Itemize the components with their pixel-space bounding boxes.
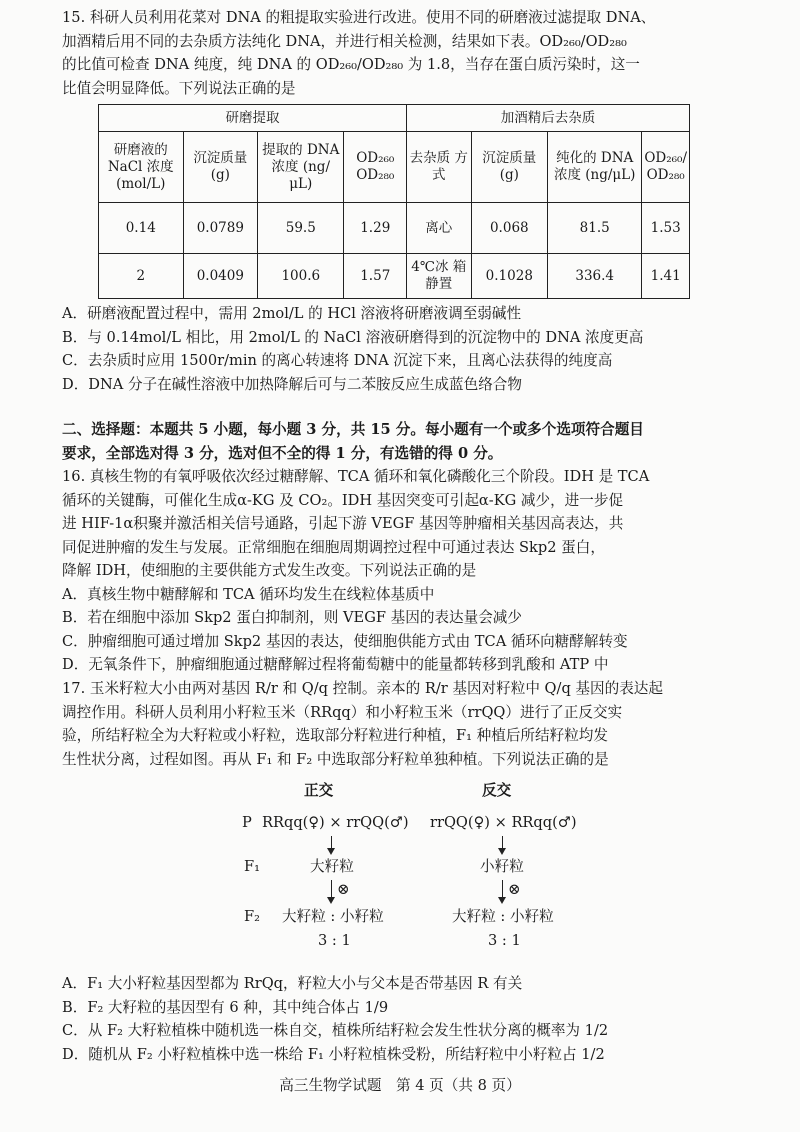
table-cell: 1.57 — [344, 254, 407, 299]
stem-line: 同促进肿瘤的发生与发展。正常细胞在细胞周期调控过程中可通过表达 Skp2 蛋白， — [62, 538, 605, 556]
stem-line: 降解 IDH，使细胞的主要供能方式发生改变。下列说法正确的是 — [62, 562, 477, 579]
f1-label: F₁ — [244, 858, 260, 875]
table-cell: 2 — [99, 254, 184, 299]
option-d[interactable]: D．随机从 F₂ 小籽粒植株中选一株给 F₁ 小籽粒植株受粉，所结籽粒中小籽粒占 1/2 — [62, 1045, 605, 1063]
table-cell: 0.14 — [99, 203, 184, 254]
table-cell: 0.1028 — [471, 254, 548, 299]
forward-f2-phenotypes: 大籽粒 : 小籽粒 — [282, 908, 384, 925]
table-cell: 100.6 — [258, 254, 344, 299]
table-group-header: 研磨提取 — [99, 105, 407, 132]
option-a[interactable]: A．F₁ 大小籽粒基因型都为 RrQq，籽粒大小与父本是否带基因 R 有关 — [62, 975, 523, 992]
table-cell: 336.4 — [548, 254, 642, 299]
table-cell: 0.0409 — [183, 254, 258, 299]
reverse-f2-phenotypes: 大籽粒 : 小籽粒 — [452, 908, 554, 925]
self-cross-icon: ⊗ — [337, 880, 350, 898]
reverse-f2-ratio: 3 : 1 — [488, 932, 521, 949]
stem-line: 加酒精后用不同的去杂质方法纯化 DNA，并进行相关检测，结果如下表。OD₂₆₀/OD₂₈₀ — [62, 32, 627, 50]
table-header-cell: OD₂₆₀/ OD₂₈₀ — [642, 132, 690, 203]
reverse-cross-title: 反交 — [482, 782, 512, 799]
section-line: 要求，全部选对得 3 分，选对但不全的得 1 分，有选错的得 0 分。 — [62, 444, 503, 462]
table-cell: 59.5 — [258, 203, 344, 254]
question-15-stem — [62, 6, 752, 100]
table-cell: 1.29 — [344, 203, 407, 254]
table-cell: 81.5 — [548, 203, 642, 254]
reverse-f1-phenotype: 小籽粒 — [480, 858, 524, 875]
forward-cross-title: 正交 — [304, 782, 334, 799]
arrow-down-icon — [331, 836, 332, 853]
forward-f1-phenotype: 大籽粒 — [310, 858, 354, 875]
table-cell: 离心 — [407, 203, 471, 254]
option-a[interactable]: A．研磨液配置过程中，需用 2mol/L 的 HCl 溶液将研磨液调至弱碱性 — [62, 305, 522, 322]
question-17-stem — [62, 677, 752, 771]
option-d[interactable]: D．无氧条件下，肿瘤细胞通过糖酵解过程将葡萄糖中的能量都转移到乳酸和 ATP 中 — [62, 656, 609, 673]
table-header-cell: 去杂质 方式 — [407, 132, 471, 203]
option-c[interactable]: C．去杂质时应用 1500r/min 的离心转速将 DNA 沉淀下来，且离心法获得的纯度高 — [62, 352, 613, 369]
stem-line: 验，所结籽粒全为大籽粒或小籽粒，选取部分籽粒进行种植，F₁ 种植后所结籽粒均发 — [62, 727, 608, 744]
arrow-down-icon — [502, 880, 503, 902]
table-row — [99, 254, 690, 299]
p-generation-label: P — [242, 814, 252, 831]
stem-line: 的比值可检查 DNA 纯度，纯 DNA 的 OD₂₆₀/OD₂₈₀ 为 1.8，当存在蛋白质污染时，这一 — [62, 56, 640, 73]
page-footer: 高三生物学试题 第 4 页（共 8 页） — [279, 1077, 521, 1094]
stem-line: 17. 玉米籽粒大小由两对基因 R/r 和 Q/q 控制。亲本的 R/r 基因对籽粒中 Q/q 基因的表达起 — [62, 680, 663, 697]
option-a[interactable]: A．真核生物中糖酵解和 TCA 循环均发生在线粒体基质中 — [62, 585, 435, 603]
arrow-down-icon — [502, 836, 503, 853]
forward-parent-cross: RRqq(♀) × rrQQ(♂) — [262, 814, 409, 831]
stem-line: 调控作用。科研人员利用小籽粒玉米（RRqq）和小籽粒玉米（rrQQ）进行了正反交实 — [62, 703, 623, 721]
section-2-instructions — [62, 418, 752, 465]
option-b[interactable]: B．若在细胞中添加 Skp2 蛋白抑制剂，则 VEGF 基因的表达量会减少 — [62, 609, 522, 626]
table-row — [99, 203, 690, 254]
self-cross-icon: ⊗ — [508, 880, 521, 898]
question-15-options — [62, 302, 752, 396]
table-header-cell: 纯化的 DNA 浓度 (ng/μL) — [548, 132, 642, 203]
option-c[interactable]: C．从 F₂ 大籽粒植株中随机选一株自交，植株所结籽粒会发生性状分离的概率为 1/2 — [62, 1022, 609, 1039]
question-16 — [62, 465, 752, 677]
stem-line: 生性状分离，过程如图。再从 F₁ 和 F₂ 中选取部分籽粒单独种植。下列说法正确的是 — [62, 750, 609, 768]
option-d[interactable]: D．DNA 分子在碱性溶液中加热降解后可与二苯胺反应生成蓝色络合物 — [62, 375, 522, 393]
arrow-down-icon — [331, 880, 332, 902]
table-cell: 0.068 — [471, 203, 548, 254]
table-cell: 4℃冰 箱静置 — [407, 254, 471, 299]
table-header-cell: 沉淀质量 (g) — [471, 132, 548, 203]
table-header-cell: OD₂₆₀ OD₂₈₀ — [344, 132, 407, 203]
table-header-cell: 研磨液的 NaCl 浓度 (mol/L) — [99, 132, 184, 203]
stem-line: 进 HIF-1α积聚并激活相关信号通路，引起下游 VEGF 基因等肿瘤相关基因高表达，共 — [62, 515, 624, 532]
table-group-header: 加酒精后去杂质 — [407, 105, 690, 132]
stem-line: 15. 科研人员利用花菜对 DNA 的粗提取实验进行改进。使用不同的研磨液过滤提取 DNA、 — [62, 9, 656, 26]
reverse-parent-cross: rrQQ(♀) × RRqq(♂) — [430, 814, 577, 831]
table-header-cell: 提取的 DNA 浓度 (ng/μL) — [258, 132, 344, 203]
table-cell: 1.53 — [642, 203, 690, 254]
option-b[interactable]: B．F₂ 大籽粒的基因型有 6 种，其中纯合体占 1/9 — [62, 998, 389, 1016]
stem-line: 16. 真核生物的有氧呼吸依次经过糖酵解、TCA 循环和氧化磷酸化三个阶段。IDH 是 TCA — [62, 468, 650, 485]
option-b[interactable]: B．与 0.14mol/L 相比，用 2mol/L 的 NaCl 溶液研磨得到的沉淀物中的 DNA 浓度更高 — [62, 328, 644, 346]
stem-line: 循环的关键酶，可催化生成α-KG 及 CO₂。IDH 基因突变可引起α-KG 减少，进一步促 — [62, 491, 624, 509]
table-cell: 0.0789 — [183, 203, 258, 254]
forward-f2-ratio: 3 : 1 — [318, 932, 351, 949]
question-17-options — [62, 972, 752, 1066]
stem-line: 比值会明显降低。下列说法正确的是 — [62, 79, 296, 97]
dna-extraction-table — [98, 104, 690, 299]
section-line: 二、选择题：本题共 5 小题，每小题 3 分，共 15 分。每小题有一个或多个选项符合题目 — [62, 421, 644, 438]
table-header-cell: 沉淀质量 (g) — [183, 132, 258, 203]
f2-label: F₂ — [244, 908, 260, 925]
option-c[interactable]: C．肿瘤细胞可通过增加 Skp2 基因的表达，使细胞供能方式由 TCA 循环向糖酵解转变 — [62, 632, 628, 650]
table-cell: 1.41 — [642, 254, 690, 299]
